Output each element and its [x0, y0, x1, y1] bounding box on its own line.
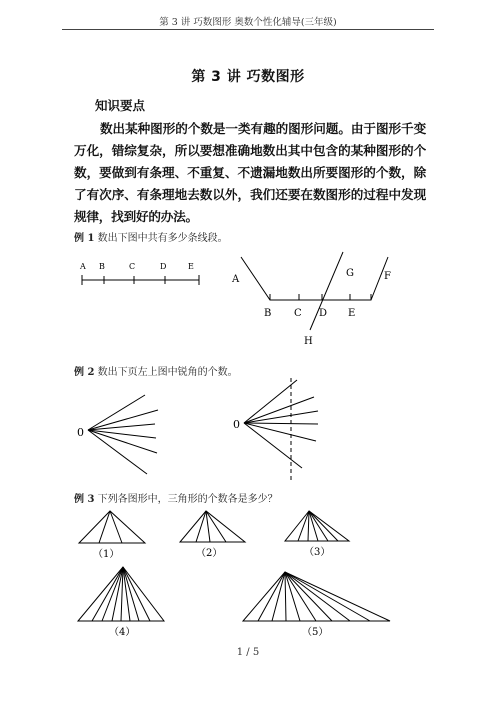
- page-header: 第 3 讲 巧数图形 奥数个性化辅导(三年级): [159, 17, 337, 28]
- label-e: E: [348, 308, 356, 319]
- triangle-label-1: （1）: [93, 549, 120, 560]
- label-g: G: [346, 268, 354, 279]
- example-2-label: 例 2: [74, 367, 95, 378]
- triangle-figure-2: [180, 511, 245, 559]
- page-number: 1 / 5: [236, 647, 260, 658]
- point-label-c: C: [129, 262, 136, 271]
- label-a: A: [232, 274, 240, 285]
- triangle-figure-4: [78, 567, 164, 638]
- vertex-label-right: 0: [233, 418, 240, 431]
- intro-paragraph: 数出某种图形的个数是一类有趣的图形问题。由于图形千变万化，错综复杂，所以要想准确地数出其中包含的某种图形的个数，要做到有条理、不重复、不遗漏地数出所要图形的个数，除了有次序、有条理地去数以外，我们还要在数图形的过程中发现规律，找到好的办法。: [74, 121, 426, 224]
- point-label-b: B: [99, 262, 105, 271]
- triangle-label-4: （4）: [109, 627, 136, 638]
- triangle-label-2: （2）: [196, 548, 223, 559]
- label-h: H: [304, 336, 313, 347]
- header-rule: [62, 29, 434, 30]
- point-label-a: A: [80, 262, 86, 271]
- example-3-label: 例 3: [74, 494, 95, 505]
- example-3: [74, 490, 278, 505]
- label-f: F: [384, 271, 391, 282]
- triangle-figure-5: [243, 572, 390, 638]
- example-2: [74, 363, 238, 378]
- example-2-figure: [0, 378, 496, 483]
- rays-figure-left: [77, 395, 158, 474]
- point-label-d: D: [160, 262, 167, 271]
- section-title: 知识要点: [95, 98, 146, 113]
- example-1: [74, 229, 228, 244]
- triangle-figure-3: [285, 511, 349, 558]
- example-3-figure: [0, 505, 496, 645]
- example-2-text: 数出下页左上图中锐角的个数。: [97, 367, 238, 378]
- example-1-text: 数出下图中共有多少条线段。: [97, 233, 228, 244]
- label-d: D: [319, 308, 328, 319]
- example-3-text: 下列各图形中，三角形的个数各是多少？: [97, 494, 278, 505]
- rays-figure-right: [233, 378, 318, 482]
- triangle-figure-1: [79, 511, 145, 560]
- triangle-label-3: （3）: [304, 547, 331, 558]
- triangle-label-5: （5）: [302, 627, 329, 638]
- example-1-figure: [0, 250, 496, 350]
- vertex-label-left: 0: [77, 426, 84, 439]
- bent-line-figure: [231, 252, 391, 347]
- example-1-label: 例 1: [74, 233, 95, 244]
- label-b: B: [264, 308, 272, 319]
- segment-figure: [79, 262, 199, 285]
- page-title: 第 3 讲 巧数图形: [191, 69, 305, 85]
- point-label-e: E: [188, 262, 194, 271]
- label-c: C: [294, 308, 302, 319]
